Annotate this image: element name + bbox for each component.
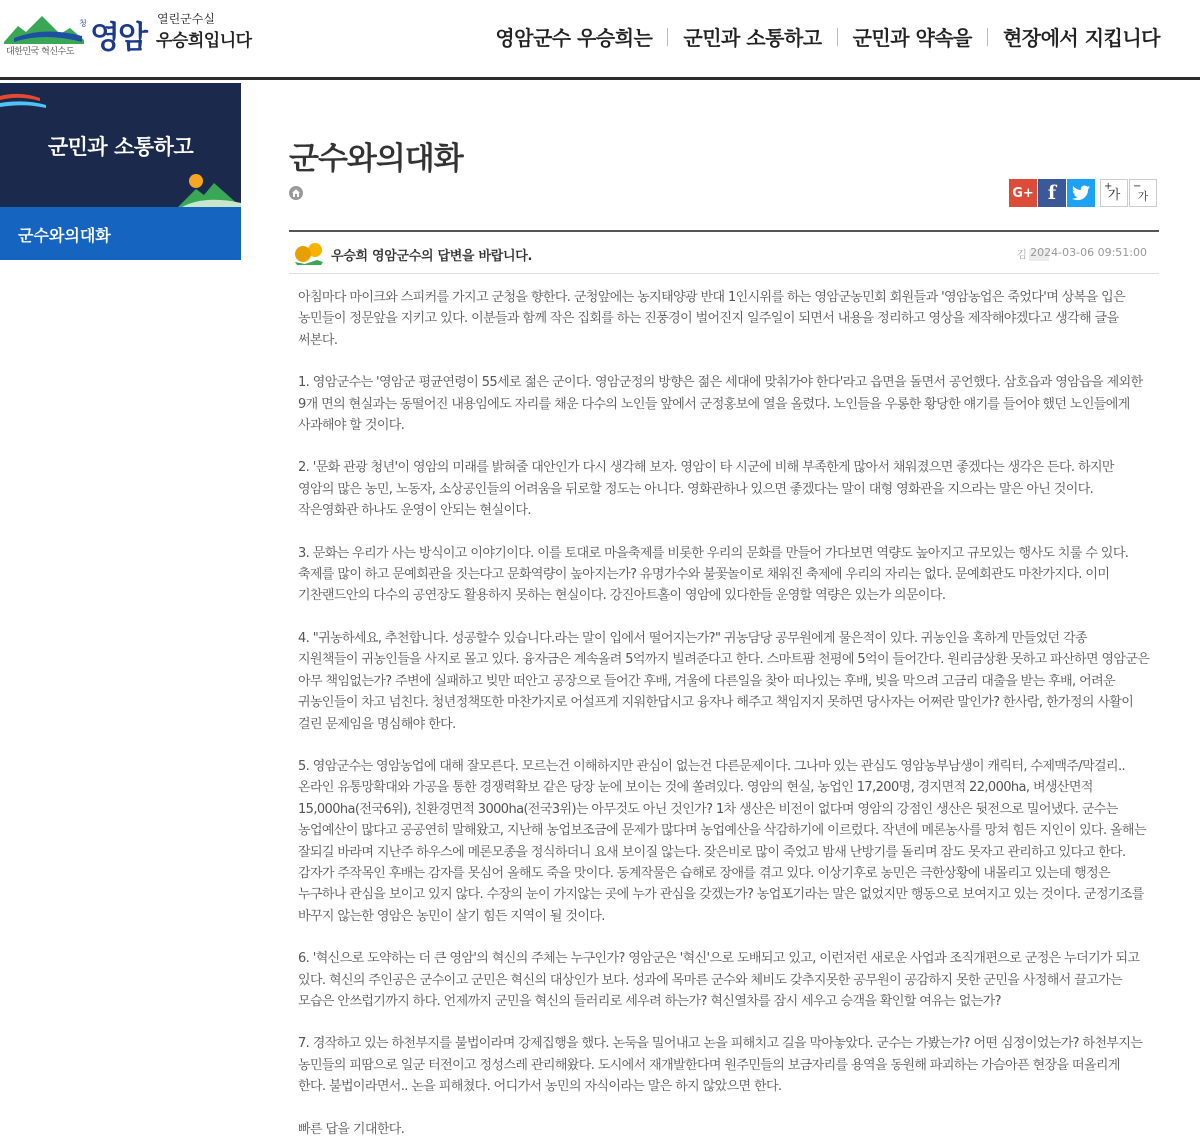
nav-item-communication[interactable]: 군민과 소통하고 [683, 26, 822, 50]
post-paragraph: 빠른 답을 기대한다. [298, 1121, 405, 1136]
font-down-label: 가 [1137, 190, 1149, 203]
sidebar [0, 83, 241, 260]
sidebar-item-mayor-dialogue[interactable]: 군수와의대화 [0, 207, 241, 260]
post-date: 2024-03-06 09:51:00 [1030, 246, 1147, 259]
post-paragraph: 6. '혁신으로 도약하는 더 큰 영암'의 혁신의 주체는 누구인가? 영암군은 '혁신'으로 도배되고 있고, 이런저런 새로운 사업과 조직개편으로 군정은 누더기가 되고 있다. 혁신의 주인공은 군수이고 군민은 혁신의 대상인가 보다. 성과에 목마른 군수와 체비도 갖추지못한 공무원이 공감하지 못한 군민을 사정해서 끌고가는 모습은 안쓰럽기까지 하다. 언제까지 군민을 혁신의 들러리로 세우려 하는가? 혁신열차를 잠시 세우고 승객을 확인할 여유는 없는가? [298, 951, 1140, 1009]
twitter-bird-icon [1072, 185, 1090, 201]
nav-divider [837, 28, 838, 46]
post-paragraph: 1. 영암군수는 '영암군 평균연령이 55세로 젊은 군이다. 영암군정의 방향은 젊은 세대에 맞춰가야 한다'라고 읍면을 돌면서 공언했다. 삼호읍과 영암읍을 제외한 9개 면의 현실과는 동떨어진 내용임에도 자리를 채운 다수의 노인들 앞에서 군정홍보에 열을 올렸다. 노인들을 우롱한 황당한 얘기를 들어야 했던 노인들에게 사과해야 할 것이다. [298, 375, 1143, 434]
font-size-down-button[interactable]: − 가 [1129, 179, 1157, 207]
logo-wordmark: 영암 [90, 20, 146, 56]
facebook-share-button[interactable]: f [1038, 179, 1066, 207]
logo-county-mark: 청 [79, 19, 87, 28]
post-body [298, 287, 1150, 1136]
font-size-up-button[interactable]: + 가 [1100, 179, 1128, 207]
nav-divider [667, 28, 668, 46]
logo-title: 우승희입니다 [156, 31, 252, 51]
sidebar-header [0, 83, 241, 207]
font-up-label: 가 [1107, 187, 1121, 203]
post-paragraph: 7. 경작하고 있는 하천부지를 불법이라며 강제집행을 했다. 논둑을 밀어내고 논을 피해치고 길을 막아놓았다. 군수는 가봤는가? 어떤 심정이었는가? 하천부지는 농민들의 피땀으로 일군 터전이고 정성스레 관리해왔다. 도시에서 재개발한다며 원주민들의 보금자리를 용역을 동원해 파괴하는 가슴아픈 현장을 떠올리게 한다. 불법이라면서.. 논을 피해쳤다. 어디가서 농민의 자식이라는 말은 하지 않았으면 한다. [298, 1036, 1143, 1095]
post-paragraph: 아침마다 마이크와 스피커를 가지고 군청을 향한다. 군청앞에는 농지태양광 반대 1인시위를 하는 영암군농민회 회원들과 '영암농업은 죽었다'며 상복을 입은 농민들이 정문앞을 지키고 있다. 이분들과 함께 작은 집회를 하는 진풍경이 벌어진지 일주일이 되면서 내용을 정리하고 영상을 제작해야겠다고 생각해 글을 써본다. [298, 290, 1126, 348]
home-icon[interactable] [289, 186, 303, 200]
nav-divider [987, 28, 988, 46]
post-paragraph: 2. '문화 관광 청년'이 영암의 미래를 밝혀줄 대안인가 다시 생각해 보자. 영암이 타 시군에 비해 부족한게 많아서 채워졌으면 좋겠다는 생각은 든다. 하지만 영암의 많은 농민, 노동자, 소상공인들의 어려움을 뒤로할 정도는 아니다. 영화관하나 있으면 좋겠다는 말이 대형 영화관을 지으라는 말은 아닌 것이다. 작은영화관 하나도 운영이 안되는 현실이다. [298, 460, 1114, 519]
post-paragraph: 3. 문화는 우리가 사는 방식이고 이야기이다. 이를 토대로 마을축제를 비롯한 우리의 문화를 만들어 가다보면 역량도 높아지고 규모있는 행사도 치룰 수 있다. 축제를 많이 하고 문예회관을 짓는다고 문화역량이 높아지는가? 유명가수와 불꽃놀이로 채워진 축제에 우리의 자리는 없다. 문예회관도 마찬가지다. 이미 기찬랜드안의 다수의 공연장도 활용하지 못하는 현실이다. 강진아트홀이 영암에 있다한들 운영할 역량은 있는가 의문이다. [298, 545, 1129, 604]
author-name: 김 [1016, 248, 1027, 261]
mountain-logo-icon [4, 12, 84, 44]
nav-item-mayor[interactable]: 영암군수 우승희는 [495, 26, 653, 50]
twitter-share-button[interactable] [1067, 179, 1095, 207]
qa-icon [293, 242, 325, 266]
sidebar-title: 군민과 소통하고 [47, 135, 194, 159]
nav-item-promise[interactable]: 군민과 약속을 [852, 26, 972, 50]
post-title: 우승희 영암군수의 답변을 바랍니다. [331, 249, 533, 264]
share-toolbar [1009, 179, 1157, 207]
main-nav [495, 22, 1160, 51]
logo-subtitle: 열린군수실 [157, 12, 215, 26]
nav-item-field[interactable]: 현장에서 지킵니다 [1002, 26, 1160, 50]
page-title: 군수와의대화 [289, 141, 463, 177]
post-header [289, 230, 1159, 274]
site-header [0, 0, 1200, 80]
post-paragraph: 4. "귀농하세요, 추천합니다. 성공할수 있습니다.라는 말이 입에서 떨어지는가?" 귀농담당 공무원에게 물은적이 있다. 귀농인을 혹하게 만들었던 각종 지원책들이 귀농인들을 사지로 몰고 있다. 융자금은 계속올려 5억까지 빌려준다고 한다. 스마트팜 천평에 5억이 들어간다. 원리금상환 못하고 파산하면 영암군은 아무 책임없는가? 주변에 실패하고 빚만 떠안고 공장으로 들어간 후배, 겨울에 다른일을 찾아 떠나있는 후배, 빚을 막으려 고금리 대출을 받는 후배, 어려운 귀농인들이 차고 넘친다. 청년정책또한 마찬가지로 어설프게 지워한답시고 융자나 해주고 책임지지 못하면 당사자는 어쩌란 말인가? 한사람, 한가정의 사활이 걸린 문제임을 명심해야 한다. [298, 630, 1150, 732]
site-logo[interactable] [0, 8, 260, 68]
logo-slogan: 대한민국 혁신수도 [6, 47, 74, 57]
post-paragraph: 5. 영암군수는 영암농업에 대해 잘모른다. 모르는건 이해하지만 관심이 없는건 다른문제이다. 그나마 있는 관심도 영암농부남생이 캐릭터, 수제맥주/막걸리.. 온라인 유통망확대와 가공을 통한 경쟁력확보 같은 당장 눈에 보이는 것에 쏠려있다. 영암의 현실, 농업인 17,200명, 경지면적 22,000ha, 벼생산면적 15,000ha(전국6위), 친환경면적 3000ha(전국3위)는 아무것도 아닌 것인가? 1차 생산은 비전이 없다며 영암의 강점인 생산은 뒷전으로 밀어냈다. 군수는 농업예산이 많다고 공공연히 말해왔고, 지난해 농업보조금에 문제가 많다며 농업예산을 삭감하기에 이르렀다. 작년에 메론농사를 망쳐 힘든 지인이 있다. 올해는 잘되길 바라며 지난주 하우스에 메론모종을 정식하더니 요새 보이질 않는다. 잦은비로 많이 죽었고 밤새 난방기를 돌리며 잠도 못자고 관리하고 있다고 한다. 감자가 주작목인 후배는 감자를 못심어 올해도 죽을 맛이다. 동계작물은 습해로 장애를 겪고 있다. 이상기후로 농민은 극한상황에 내몰리고 있는데 행정은 누구하나 관심을 보이고 있지 않다. 수장의 눈이 가지않는 곳에 누가 관심을 갖겠는가? 농업포기라는 말은 없었지만 행동으로 보여지고 있는 것이다. 군정기조를 바꾸지 않는한 영암은 농민이 살기 힘든 지역이 될 것이다. [298, 758, 1146, 924]
google-plus-share-button[interactable]: G+ [1009, 179, 1037, 207]
